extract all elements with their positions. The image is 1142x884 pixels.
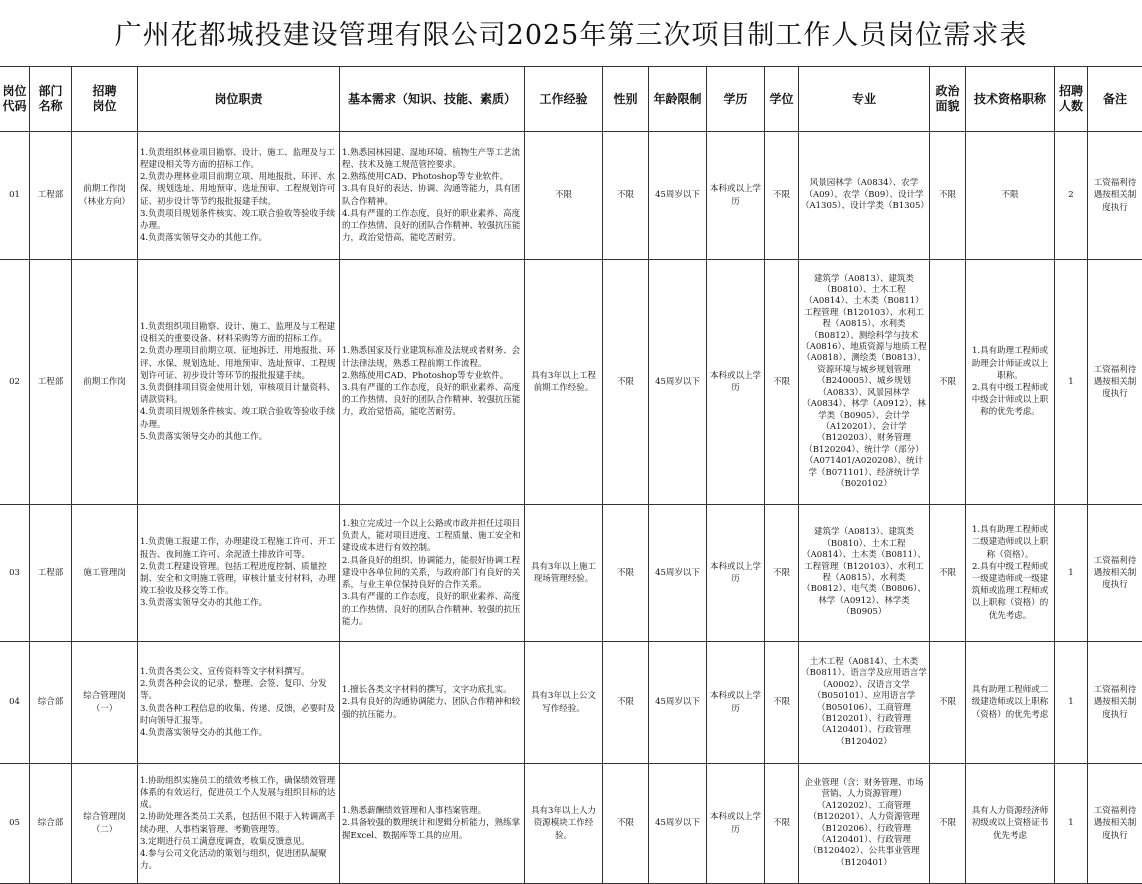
cell-count: 1	[1055, 505, 1088, 642]
cell-exp: 具有3年以上工程前期工作经验。	[525, 260, 603, 505]
cell-line: 4.负责落实领导交办的其他工作。	[140, 727, 337, 739]
cell-line: 具有人力资源经济师初级或以上资格证书优先考虑	[968, 805, 1052, 842]
cell-count: 1	[1055, 642, 1088, 764]
header-req: 基本需求（知识、技能、素质）	[340, 67, 525, 132]
header-politics	[930, 67, 966, 132]
header-code	[0, 67, 30, 132]
cell-age: 45周岁以下	[649, 764, 707, 884]
cell-exp: 不限	[525, 132, 603, 260]
table-row	[0, 642, 1142, 764]
cell-line: 2.具备较强的数理统计和逻辑分析能力，熟练掌握Excel、数据库等工具的应用。	[342, 817, 522, 841]
cell-post	[72, 764, 138, 884]
cell-degree: 不限	[765, 764, 799, 884]
cell-note: 工资福利待遇按相关制度执行	[1088, 764, 1142, 884]
cell-age: 45周岁以下	[649, 260, 707, 505]
cell-edu: 本科或以上学历	[707, 764, 765, 884]
cell-count: 1	[1055, 260, 1088, 505]
cell-line: 招聘	[1057, 84, 1085, 99]
cell-exp: 具有3年以上公文写作经验。	[525, 642, 603, 764]
cell-req	[340, 260, 525, 505]
cell-line: 5.负责落实领导交办的其他工作。	[140, 431, 337, 443]
page-title: 广州花都城投建设管理有限公司2025年第三次项目制工作人员岗位需求表	[0, 0, 1142, 66]
cell-politics: 不限	[930, 132, 966, 260]
cell-note: 工资福利待遇按相关制度执行	[1088, 642, 1142, 764]
cell-tech	[966, 764, 1055, 884]
cell-line: 综合管理岗	[74, 690, 135, 702]
cell-line: 1.熟悉国家及行业建筑标准及法规或者财务、会计法律法规，熟悉工程前期工作流程。	[342, 345, 522, 369]
cell-line: （一）	[74, 703, 135, 715]
cell-line: 2.具备良好的组织、协调能力，能很好协调工程建设中各单位间的关系，与政府部门有良好的关系，与业主单位保持良好的合作关系。	[342, 555, 522, 592]
cell-age: 45周岁以下	[649, 505, 707, 642]
header-tech: 技术资格职称	[966, 67, 1055, 132]
cell-line: 面貌	[932, 99, 963, 114]
cell-code: 01	[0, 132, 30, 260]
cell-line: 2.负责办理项目前期立项、征地拆迁、用地报批、环评、水保、规划选址、用地预审、选址预审、工程规划许可证、初步设计等环节的报批报建手续。	[140, 345, 337, 382]
cell-line: 3.负责落实领导交办的其他工作。	[140, 597, 337, 609]
cell-line: 1.独立完成过一个以上公路或市政并担任过项目负责人，能对项目进度、工程质量、施工安全和建设成本进行有效控制。	[342, 518, 522, 555]
header-dept	[30, 67, 72, 132]
cell-age: 45周岁以下	[649, 132, 707, 260]
cell-line: 2.负责工程建设管理。包括工程进度控制、质量控制、安全和文明施工管理，审核计量支付材料，办理竣工验收及移交等工作。	[140, 561, 337, 598]
cell-major: 风景园林学（A0834）、农学（A09）、农学（B09）、设计学（A1305）、设计学类（B1305）	[799, 132, 930, 260]
cell-duty	[138, 260, 340, 505]
cell-exp: 具有3年以上施工现场管理经验。	[525, 505, 603, 642]
cell-dept: 综合部	[30, 764, 72, 884]
header-note: 备注	[1088, 67, 1142, 132]
cell-code: 05	[0, 764, 30, 884]
cell-politics: 不限	[930, 505, 966, 642]
cell-note: 工资福利待遇按相关制度执行	[1088, 132, 1142, 260]
cell-post	[72, 642, 138, 764]
cell-line: 岗位	[2, 84, 27, 99]
cell-line: 1.负责施工报建工作，办理建设工程施工许可、开工报告、夜间施工许可、余泥渣土排放许可等。	[140, 536, 337, 560]
cell-line: 4.具有严谨的工作态度，良好的职业素养、高度的工作热情、良好的团队合作精神、较强抗压能力，政治觉悟高，能吃苦耐劳。	[342, 208, 522, 245]
cell-tech	[966, 505, 1055, 642]
cell-major: 土木工程（A0814）、土木类（B0811）、语言学及应用语言学（A0002）、汉语言文学（B050101）、应用语言学（B050106）、工商管理（B120201）、行政管理（A120401）、行政管理（B120402）	[799, 642, 930, 764]
cell-line: 2.熟练使用CAD、Photoshop等专业软件。	[342, 370, 522, 382]
cell-degree: 不限	[765, 642, 799, 764]
cell-exp: 具有3年以上人力资源模块工作经验。	[525, 764, 603, 884]
header-degree: 学位	[765, 67, 799, 132]
cell-line: 3.具有严谨的工作态度，良好的职业素养、高度的工作热情、良好的团队合作精神、较强抗压能力，政治觉悟高，能吃苦耐劳。	[342, 382, 522, 419]
cell-politics: 不限	[930, 764, 966, 884]
cell-line: 3.定期进行员工满意度调查，收集反馈意见。	[140, 836, 337, 848]
header-post	[72, 67, 138, 132]
cell-line: 3.负责各种工程信息的收集、传递、反馈，必要时及时向领导汇报等。	[140, 703, 337, 727]
cell-post	[72, 132, 138, 260]
cell-duty	[138, 764, 340, 884]
cell-line: 岗位	[74, 99, 135, 114]
cell-duty	[138, 642, 340, 764]
cell-line: 1.具有助理工程师或助理会计师证或以上职称。	[968, 345, 1052, 382]
cell-edu: 本科或以上学历	[707, 505, 765, 642]
cell-line: 具有助理工程师或二级建造师或以上职称（资格）的优先考虑	[968, 684, 1052, 721]
table-row	[0, 132, 1142, 260]
cell-line: 2.具有良好的沟通协调能力、团队合作精神和较强的抗压能力。	[342, 696, 522, 720]
cell-duty	[138, 505, 340, 642]
cell-line: 2.协助处理各类员工关系，包括但不限于入转调离手续办理、人事档案管理、考勤管理等。	[140, 811, 337, 835]
cell-sex: 不限	[603, 505, 649, 642]
header-edu: 学历	[707, 67, 765, 132]
cell-line: 政治	[932, 84, 963, 99]
cell-tech	[966, 260, 1055, 505]
cell-line: 2.具有中级工程师或一级建造师或一级建筑师或监理工程师或以上职称（资格）的优先考虑。	[968, 561, 1052, 622]
header-duty: 岗位职责	[138, 67, 340, 132]
cell-line: （林业方向）	[74, 196, 135, 208]
cell-major: 企业管理（含：财务管理、市场营销、人力资源管理）（A120202）、工商管理（B120201）、人力资源管理（B120206）、行政管理（A120401）、行政管理（B120402）、公共事业管理（B120401）	[799, 764, 930, 884]
header-major: 专业	[799, 67, 930, 132]
cell-line: 4.参与公司文化活动的策划与组织，促进团队凝聚力。	[140, 848, 337, 872]
cell-politics: 不限	[930, 642, 966, 764]
cell-line: 4.负责项目规划条件核实、竣工联合验收等验收手续办理。	[140, 406, 337, 430]
cell-line: 前期工作岗	[74, 183, 135, 195]
cell-line: 1.负责组织项目勘察、设计、施工、监理及与工程建设相关的重要设备、材料采购等方面的招标工作。	[140, 321, 337, 345]
cell-req	[340, 505, 525, 642]
cell-degree: 不限	[765, 132, 799, 260]
cell-post	[72, 505, 138, 642]
cell-line: 1.熟悉薪酬绩效管理和人事档案管理。	[342, 805, 522, 817]
cell-degree: 不限	[765, 260, 799, 505]
cell-count: 2	[1055, 132, 1088, 260]
cell-line: 1.熟悉园林园建、湿地环境、植物生产等工艺流程、技术及施工规范管控要求。	[342, 147, 522, 171]
cell-line: （二）	[74, 824, 135, 836]
cell-line: 人数	[1057, 99, 1085, 114]
cell-age: 45周岁以下	[649, 642, 707, 764]
cell-sex: 不限	[603, 764, 649, 884]
cell-line: 综合管理岗	[74, 811, 135, 823]
header-age: 年龄限制	[649, 67, 707, 132]
cell-line: 施工管理岗	[74, 567, 135, 579]
cell-code: 02	[0, 260, 30, 505]
cell-line: 部门	[32, 84, 69, 99]
cell-line: 3.负责倒排项目资金使用计划，审核项目计量资料、请款资料。	[140, 382, 337, 406]
cell-line: 前期工作岗	[74, 376, 135, 388]
cell-dept: 综合部	[30, 642, 72, 764]
cell-dept: 工程部	[30, 260, 72, 505]
cell-sex: 不限	[603, 260, 649, 505]
table-body	[0, 132, 1142, 884]
cell-degree: 不限	[765, 505, 799, 642]
header-exp: 工作经验	[525, 67, 603, 132]
cell-post	[72, 260, 138, 505]
cell-duty	[138, 132, 340, 260]
cell-line: 1.协助组织实施员工的绩效考核工作，确保绩效管理体系的有效运行，促进员工个人发展与组织目标的达成。	[140, 775, 337, 812]
cell-line: 1.负责组织林业项目勘察、设计、施工、监理及与工程建设相关等方面的招标工作。	[140, 147, 337, 171]
cell-line: 2.熟练使用CAD、Photoshop等专业软件。	[342, 171, 522, 183]
cell-line: 4.负责落实领导交办的其他工作。	[140, 232, 337, 244]
cell-line: 不限	[968, 189, 1052, 201]
header-sex: 性别	[603, 67, 649, 132]
table-row	[0, 260, 1142, 505]
cell-edu: 本科或以上学历	[707, 642, 765, 764]
cell-major: 建筑学（A0813）、建筑类（B0810）、土木工程（A0814）、土木类（B0811）、工程管理（B120103）、水利工程（A0815）、水利类（B0812）、电气类（B0806）、林学（A0912）、林学类（B0905）	[799, 505, 930, 642]
cell-line: 1.负责各类公文、宣传资料等文字材料撰写。	[140, 666, 337, 678]
cell-line: 3.具有严谨的工作态度，良好的职业素养、高度的工作热情、良好的团队合作精神、较强的抗压能力。	[342, 591, 522, 628]
cell-note: 工资福利待遇按相关制度执行	[1088, 505, 1142, 642]
cell-line: 3.具有良好的表达、协调、沟通等能力，具有团队合作精神。	[342, 183, 522, 207]
header-count	[1055, 67, 1088, 132]
cell-line: 代码	[2, 99, 27, 114]
cell-line: 招聘	[74, 84, 135, 99]
cell-line: 名称	[32, 99, 69, 114]
cell-count: 1	[1055, 764, 1088, 884]
cell-line: 2.负责各种会议的记录、整理、会签、复印、分发等。	[140, 678, 337, 702]
cell-tech	[966, 642, 1055, 764]
cell-req	[340, 642, 525, 764]
table-row	[0, 764, 1142, 884]
table-row	[0, 505, 1142, 642]
cell-sex: 不限	[603, 642, 649, 764]
cell-edu: 本科或以上学历	[707, 132, 765, 260]
cell-line: 1.擅长各类文字材料的撰写，文字功底扎实。	[342, 684, 522, 696]
cell-sex: 不限	[603, 132, 649, 260]
cell-major: 建筑学（A0813）、建筑类（B0810）、土木工程（A0814）、土木类（B0811）工程管理（B120103）、水利工程（A0815）、水利类（B0812）、测绘科学与技术（A0816）、地质资源与地质工程（A0818）、测绘类（B0813）、资源环境与城乡规划管理（B240005）、城乡规划（A0833）、风景园林学（A0834）、林学（A0912）、林学类（B0905）、会计学（A120201）、会计学（B120203）、财务管理（B120204）、统计学（部分）（A071401/A020208）、统计学（B071101）、经济统计学（B020102）	[799, 260, 930, 505]
cell-edu: 本科或以上学历	[707, 260, 765, 505]
cell-note: 工资福利待遇按相关制度执行	[1088, 260, 1142, 505]
cell-line: 1.具有助理工程师或二级建造师或以上职称（资格）。	[968, 524, 1052, 561]
cell-line: 2.具有中级工程师或中级会计师或以上职称的优先考虑。	[968, 382, 1052, 419]
cell-line: 3.负责项目规划条件核实、竣工联合验收等验收手续办理。	[140, 208, 337, 232]
cell-req	[340, 132, 525, 260]
cell-line: 2.负责办理林业项目前期立项、用地报批、环评、水保、规划选址、用地预审、选址预审、工程规划许可证、初步设计等节约报批报建手续。	[140, 171, 337, 208]
cell-code: 03	[0, 505, 30, 642]
cell-code: 04	[0, 642, 30, 764]
job-requirements-table	[0, 66, 1142, 884]
cell-req	[340, 764, 525, 884]
cell-politics: 不限	[930, 260, 966, 505]
cell-dept: 工程部	[30, 132, 72, 260]
header-row	[0, 67, 1142, 132]
cell-tech	[966, 132, 1055, 260]
cell-dept: 工程部	[30, 505, 72, 642]
